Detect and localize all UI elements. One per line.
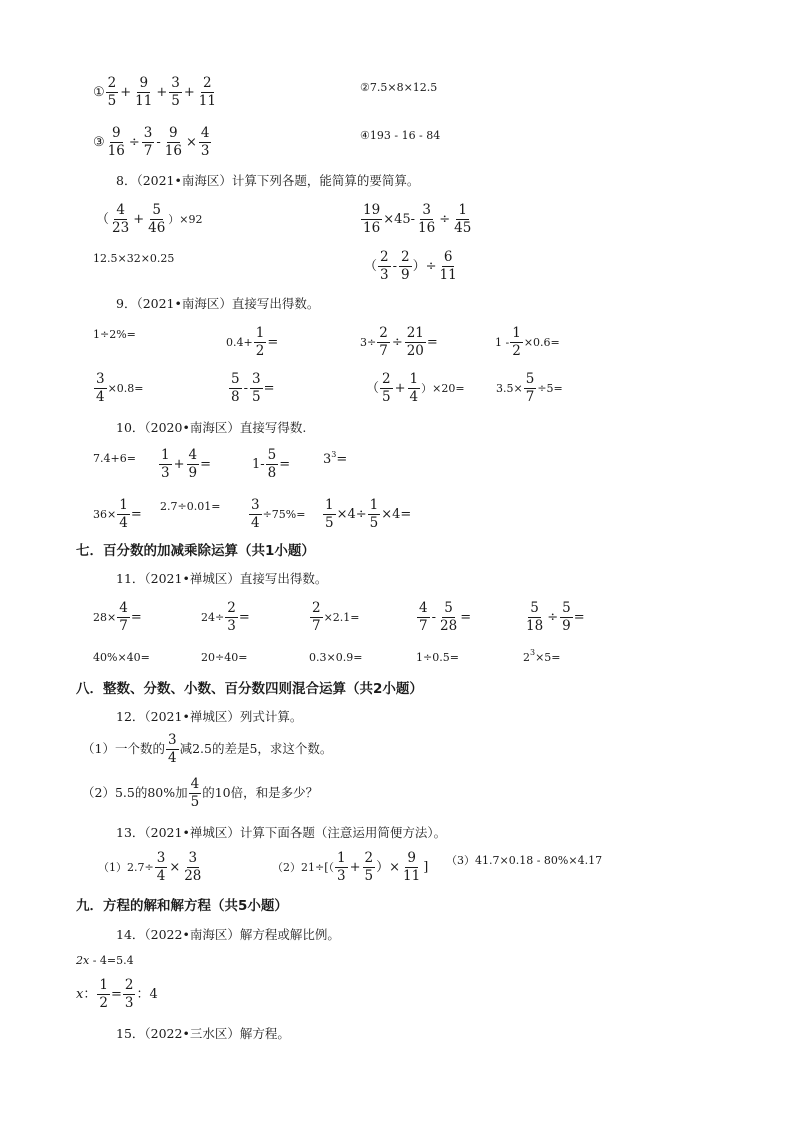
q11-title: 11．（2021•禅城区）直接写出得数。 (116, 571, 328, 586)
fraction: $\frac{1}{2}$ (255, 325, 265, 359)
fraction: $\frac{5}{28}$ (440, 600, 458, 634)
q10-expr-8: $\frac{1}{5}$ ×4÷ $\frac{1}{5}$ ×4= (325, 497, 412, 531)
fraction: $\frac{9}{11}$ (135, 75, 153, 109)
calc-4: ④193 - 16 - 84 (360, 129, 441, 142)
q14-equation-2: x ： $\frac{1}{2}$ = $\frac{2}{3}$ ：4 (76, 977, 158, 1011)
q11-expr-9: 1÷0.5= (416, 651, 459, 664)
fraction: $\frac{5}{9}$ (562, 600, 571, 634)
q8-title: 8．（2021•南海区）计算下列各题，能简算的要简算。 (116, 173, 420, 188)
fraction: $\frac{1}{45}$ (454, 202, 472, 236)
fraction: $\frac{1}{4}$ (409, 371, 419, 405)
q8-expr-3: 12.5×32×0.25 (93, 252, 175, 265)
fraction: $\frac{3}{4}$ (251, 497, 260, 531)
fraction: 5 8 (231, 371, 240, 405)
q11-expr-10: $2^3\times 5=$ (523, 648, 561, 664)
fraction: 2 9 (401, 249, 410, 283)
section-8-heading: 八．整数、分数、小数、百分数四则混合运算（共2小题） (76, 681, 423, 697)
fraction: $\frac{3}{5}$ (171, 75, 180, 109)
fraction: 1 3 (161, 447, 170, 481)
fraction: $\frac{3}{28}$ (184, 850, 202, 884)
q11-expr-2: 24÷ $\frac{2}{3}$ = (201, 600, 250, 634)
fraction: $\frac{3}{7}$ (143, 125, 153, 159)
fraction: 3 4 (167, 732, 177, 766)
q12-sub-2: （2）5.5的80%加 4 5 的10倍，和是多少？ (82, 776, 319, 810)
q9-title: 9．（2021•南海区）直接写出得数。 (116, 296, 320, 311)
q13-expr-1: （1）2.7÷ $\frac{3}{4}$ × $\frac{3}{28}$ (98, 850, 202, 884)
q9-expr-6: 5 8 - $\frac{3}{5}$ = (231, 371, 275, 405)
calc-1: ① 2 5 + $\frac{9}{11}$ + $\frac{3}{5}$ + $\frac{2}{11}$ (93, 75, 216, 109)
q9-expr-8: 3.5× $\frac{5}{7}$ ÷5= (496, 371, 563, 405)
q14-equation-1: 2x - 4=5.4 (76, 954, 134, 967)
q11-expr-4: 4 7 - $\frac{5}{28}$ = (419, 600, 472, 634)
fraction: $\frac{5}{7}$ (525, 371, 535, 405)
q8-expr-2: $\frac{19}{16}$ ×45- $\frac{3}{16}$ ÷ $\frac{1}{45}$ (363, 202, 472, 236)
fraction: $\frac{5}{18}$ (526, 600, 544, 634)
fraction: $\frac{1}{5}$ (325, 497, 334, 531)
fraction: $\frac{4}{9}$ (188, 447, 198, 481)
calc-2: ②7.5×8×12.5 (360, 81, 438, 94)
q11-expr-8: 0.3×0.9= (309, 651, 363, 664)
q10-title: 10．（2020•南海区）直接写得数. (116, 420, 307, 435)
fraction: $\frac{1}{2}$ (99, 977, 108, 1011)
fraction: $\frac{4}{3}$ (200, 125, 210, 159)
fraction: $\frac{2}{7}$ (379, 325, 388, 359)
fraction: $\frac{2}{3}$ (124, 977, 134, 1011)
calc-3: ③ $\frac{9}{16}$ ÷ $\frac{3}{7}$ - $\frac{9}{16}$ × $\frac{4}{3}$ (93, 125, 210, 159)
q9-expr-3: 3÷ $\frac{2}{7}$ ÷ $\frac{21}{20}$ = (360, 325, 438, 359)
q12-title: 12．（2021•禅城区）列式计算。 (116, 709, 303, 724)
fraction: $\frac{2}{3}$ (227, 600, 236, 634)
fraction: 4 7 (419, 600, 428, 634)
q11-expr-3: $\frac{2}{7}$ ×2.1= (312, 600, 360, 634)
fraction: $\frac{9}{11}$ (403, 850, 421, 884)
q11-expr-7: 20÷40= (201, 651, 248, 664)
fraction: 2 5 (107, 75, 117, 109)
q10-expr-6: 2.7÷0.01= (160, 500, 221, 513)
fraction: 2 5 (382, 371, 391, 405)
q10-expr-7: $\frac{3}{4}$ ÷75%= (251, 497, 306, 531)
fraction: $\frac{1}{5}$ (369, 497, 379, 531)
q9-expr-4: 1 - $\frac{1}{2}$ ×0.6= (495, 325, 560, 359)
fraction: $\frac{3}{16}$ (418, 202, 436, 236)
q14-title: 14．（2022•南海区）解方程或解比例。 (116, 927, 340, 942)
fraction: $\frac{6}{11}$ (439, 249, 457, 283)
fraction: $\frac{3}{4}$ (96, 371, 105, 405)
fraction: $\frac{3}{5}$ (252, 371, 261, 405)
fraction: 4 5 (190, 776, 200, 810)
q9-expr-5: $\frac{3}{4}$ ×0.8= (96, 371, 144, 405)
fraction: 2 3 (380, 249, 389, 283)
fraction: $\frac{2}{7}$ (312, 600, 321, 634)
fraction: $\frac{5}{8}$ (267, 447, 277, 481)
q13-expr-2: （2）21÷[（ 1 3 + $\frac{2}{5}$ ）× $\frac{9}{11}$ ] (272, 850, 429, 884)
fraction: $\frac{2}{5}$ (364, 850, 374, 884)
section-9-heading: 九．方程的解和解方程（共5小题） (76, 898, 288, 914)
q13-title: 13．（2021•禅城区）计算下面各题（注意运用简便方法）。 (116, 825, 447, 840)
q10-expr-2: 1 3 + $\frac{4}{9}$ = (161, 447, 211, 481)
fraction: 1 3 (337, 850, 346, 884)
q13-expr-3: （3）41.7×0.18 - 80%×4.17 (446, 854, 603, 867)
fraction: $\frac{19}{16}$ (363, 202, 381, 236)
fraction: $\frac{4}{7}$ (119, 600, 128, 634)
fraction: $\frac{1}{4}$ (119, 497, 128, 531)
fraction: $\frac{9}{16}$ (107, 125, 125, 159)
q11-expr-1: 28× $\frac{4}{7}$ = (93, 600, 142, 634)
fraction: $\frac{21}{20}$ (406, 325, 424, 359)
q10-expr-3: 1- $\frac{5}{8}$ = (252, 447, 291, 481)
q12-sub-1: （1）一个数的 3 4 减2.5的差是5，求这个数。 (82, 732, 333, 766)
q10-expr-5: 36× $\frac{1}{4}$ = (93, 497, 142, 531)
fraction: $\frac{3}{4}$ (156, 850, 166, 884)
q9-expr-2: 0.4+ $\frac{1}{2}$ = (226, 325, 279, 359)
fraction: $\frac{9}{16}$ (164, 125, 182, 159)
fraction: 4 23 (112, 202, 130, 236)
q15-title: 15．（2022•三水区）解方程。 (116, 1026, 290, 1041)
q11-expr-5: $\frac{5}{18}$ ÷ $\frac{5}{9}$ = (526, 600, 585, 634)
q11-expr-6: 40%×40= (93, 651, 150, 664)
fraction: $\frac{5}{46}$ (148, 202, 166, 236)
q9-expr-1: 1÷2%= (93, 328, 136, 341)
fraction: $\frac{1}{2}$ (512, 325, 521, 359)
q8-expr-4: （ 2 3 - 2 9 ）÷ $\frac{6}{11}$ (364, 249, 457, 283)
q10-expr-1: 7.4+6= (93, 452, 136, 465)
q8-expr-1: （ 4 23 + $\frac{5}{46}$ ）×92 (96, 202, 203, 236)
q9-expr-7: （ 2 5 + $\frac{1}{4}$ ）×20= (366, 371, 465, 405)
section-7-heading: 七．百分数的加减乘除运算（共1小题） (76, 543, 315, 559)
fraction: $\frac{2}{11}$ (198, 75, 216, 109)
q10-expr-4: $3^3=$ (323, 450, 348, 467)
